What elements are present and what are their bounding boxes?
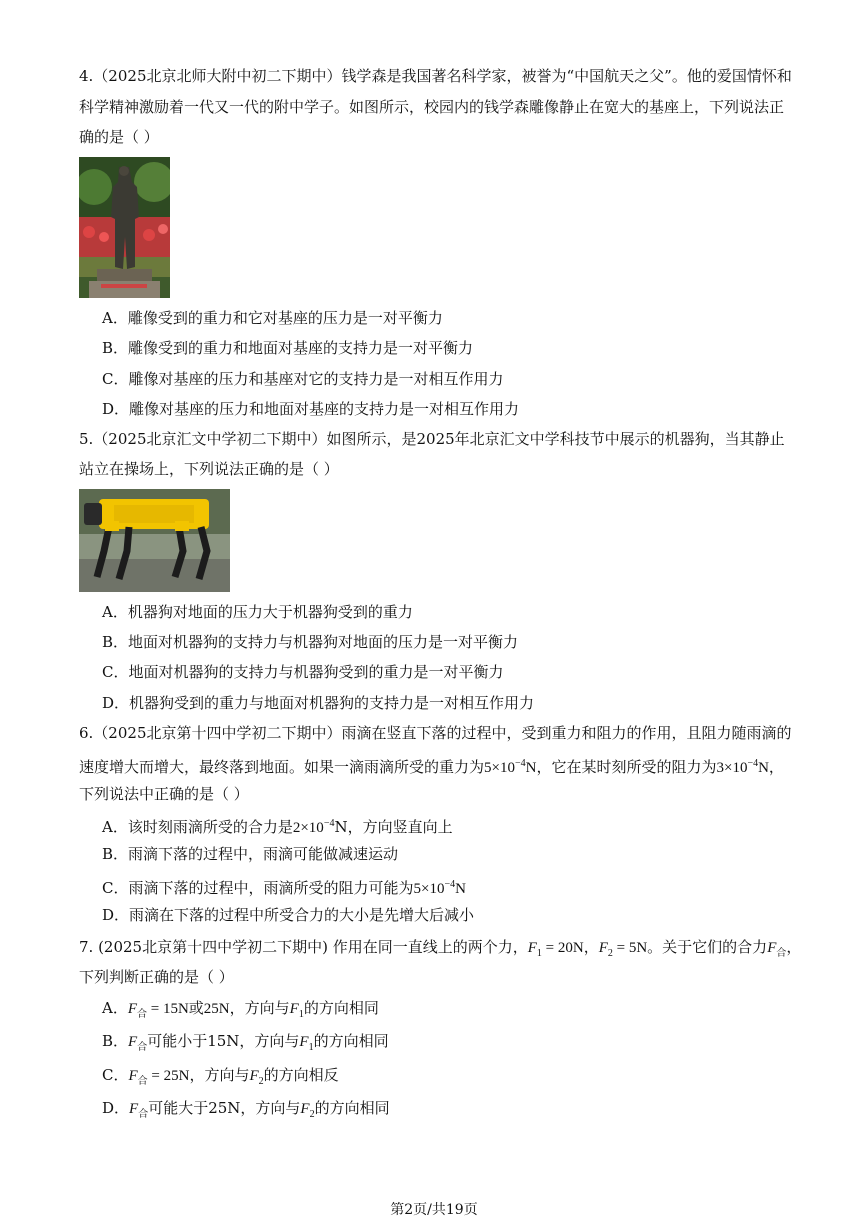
q7-option-b: B．$F_合$可能小于15N，方向与$F_1$的方向相同: [102, 1032, 389, 1053]
q6-line-2-text-b: ，它在某时刻所受的阻力为: [536, 758, 717, 776]
q4-option-b: B．雕像受到的重力和地面对基座的支持力是一对平衡力: [102, 339, 474, 357]
q4-line-1: 4.（2025北京北师大附中初二下期中）钱学森是我国著名科学家，被誉为“中国航天之父”。他的爱国情怀和: [79, 67, 792, 85]
q5-option-b: B．地面对机器狗的支持力与机器狗对地面的压力是一对平衡力: [102, 633, 519, 651]
q6-option-c: C．雨滴下落的过程中，雨滴所受的阻力可能为$5\times 10^{-4}N$: [102, 879, 466, 897]
q6-option-a: A．该时刻雨滴所受的合力是$2\times 10^{-4}N$，方向竖直向上: [102, 818, 453, 836]
q7-option-d: D．$F_合$可能大于25N，方向与$F_2$的方向相同: [102, 1099, 390, 1120]
q4-option-d: D．雕像对基座的压力和地面对基座的支持力是一对相互作用力: [102, 400, 520, 418]
q6-line-2: [79, 753, 784, 779]
q5-line-1: 5.（2025北京汇文中学初二下期中）如图所示，是2025年北京汇文中学科技节中展示的机器狗，当其静止: [79, 430, 785, 448]
q7-option-a: A．$F_合 = 15N$或25N，方向与$F_1$的方向相同: [102, 999, 379, 1020]
q6-gravity-value: $5\times 10^{-4}N$: [484, 758, 537, 776]
q4-line-3: 确的是（ ）: [79, 128, 159, 146]
statue-photo: [79, 157, 170, 298]
page-footer: 第2页/共19页: [390, 1202, 478, 1218]
q5-option-d: D．机器狗受到的重力与地面对机器狗的支持力是一对相互作用力: [102, 694, 535, 712]
q6-line-3: 下列说法中正确的是（ ）: [79, 785, 249, 803]
q5-option-c: C．地面对机器狗的支持力与机器狗受到的重力是一对平衡力: [102, 663, 504, 681]
q4-option-c: C．雕像对基座的压力和基座对它的支持力是一对相互作用力: [102, 370, 504, 388]
q7-line-1: 7. (2025北京第十四中学初二下期中) 作用在同一直线上的两个力，$F_1 = 20N$，$F_2 = 5N$。关于它们的合力$F_合$，: [79, 938, 802, 959]
q6-option-d: D．雨滴在下落的过程中所受合力的大小是先增大后减小: [102, 906, 475, 924]
q6-line-2-text-a: 速度增大而增大，最终落到地面。如果一滴雨滴所受的重力为: [79, 758, 485, 776]
q5-option-a: A．机器狗对地面的压力大于机器狗受到的重力: [102, 603, 413, 621]
q6-option-b: B．雨滴下落的过程中，雨滴可能做减速运动: [102, 845, 399, 863]
q5-line-2: 站立在操场上，下列说法正确的是（ ）: [79, 460, 339, 478]
q4-option-a: A．雕像受到的重力和它对基座的压力是一对平衡力: [102, 309, 443, 327]
q7-option-c: C．$F_合 = 25N$，方向与$F_2$的方向相反: [102, 1066, 339, 1087]
robot-dog-photo: [79, 489, 230, 592]
q7-line-2: 下列判断正确的是（ ）: [79, 968, 234, 986]
q4-line-2: 科学精神激励着一代又一代的附中学子。如图所示，校园内的钱学森雕像静止在宽大的基座上，下列说法正: [79, 98, 785, 116]
q6-line-1: 6.（2025北京第十四中学初二下期中）雨滴在竖直下落的过程中，受到重力和阻力的作用，且阻力随雨滴的: [79, 724, 792, 742]
q6-resistance-value: $3\times 10^{-4}N$，: [716, 758, 784, 776]
